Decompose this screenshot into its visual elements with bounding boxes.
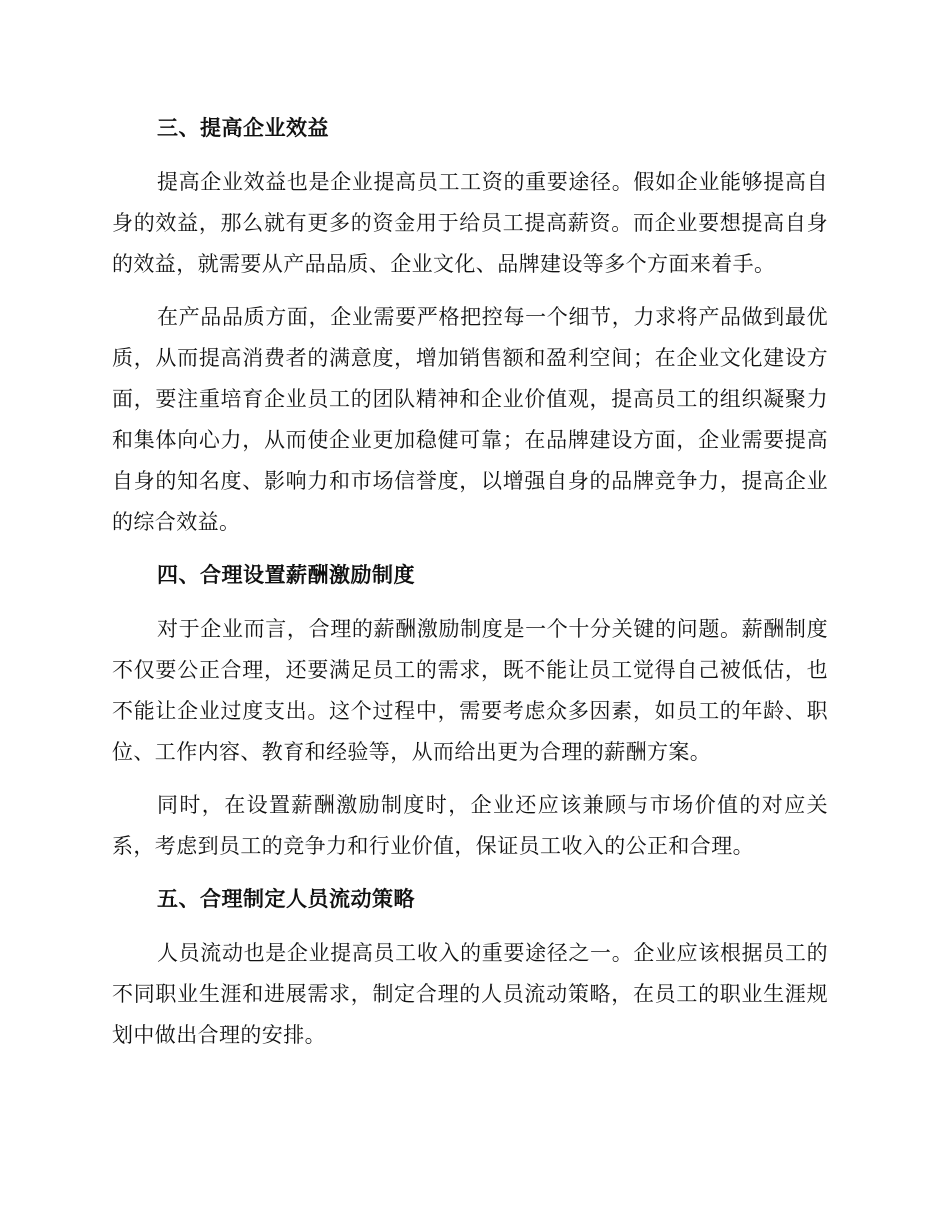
section-5-paragraph-1: 人员流动也是企业提高员工收入的重要途径之一。企业应该根据员工的不同职业生涯和进展需求，制定合理的人员流动策略，在员工的职业生涯规划中做出合理的安排。	[112, 941, 828, 1047]
section-heading-4: 四、合理设置薪酬激励制度	[157, 563, 415, 587]
section-heading-5: 五、合理制定人员流动策略	[157, 887, 415, 911]
section-4-paragraph-2: 同时，在设置薪酬激励制度时，企业还应该兼顾与市场价值的对应关系，考虑到员工的竞争力和行业价值，保证员工收入的公正和合理。	[112, 793, 828, 858]
section-3-paragraph-2: 在产品品质方面，企业需要严格把控每一个细节，力求将产品做到最优质，从而提高消费者的满意度，增加销售额和盈利空间；在企业文化建设方面，要注重培育企业员工的团队精神和企业价值观，提高员工的组织凝聚力和集体向心力，从而使企业更加稳健可靠；在品牌建设方面，企业需要提高自身的知名度、影响力和市场信誉度，以增强自身的品牌竞争力，提高企业的综合效益。	[112, 305, 828, 534]
section-heading-3: 三、提高企业效益	[157, 116, 329, 140]
section-3-paragraph-1: 提高企业效益也是企业提高员工工资的重要途径。假如企业能够提高自身的效益，那么就有更多的资金用于给员工提高薪资。而企业要想提高自身的效益，就需要从产品品质、企业文化、品牌建设等多个方面来着手。	[112, 170, 828, 276]
document-body	[112, 108, 828, 1056]
section-4-paragraph-1: 对于企业而言，合理的薪酬激励制度是一个十分关键的问题。薪酬制度不仅要公正合理，还要满足员工的需求，既不能让员工觉得自己被低估，也不能让企业过度支出。这个过程中，需要考虑众多因素，如员工的年龄、职位、工作内容、教育和经验等，从而给出更为合理的薪酬方案。	[112, 617, 828, 764]
